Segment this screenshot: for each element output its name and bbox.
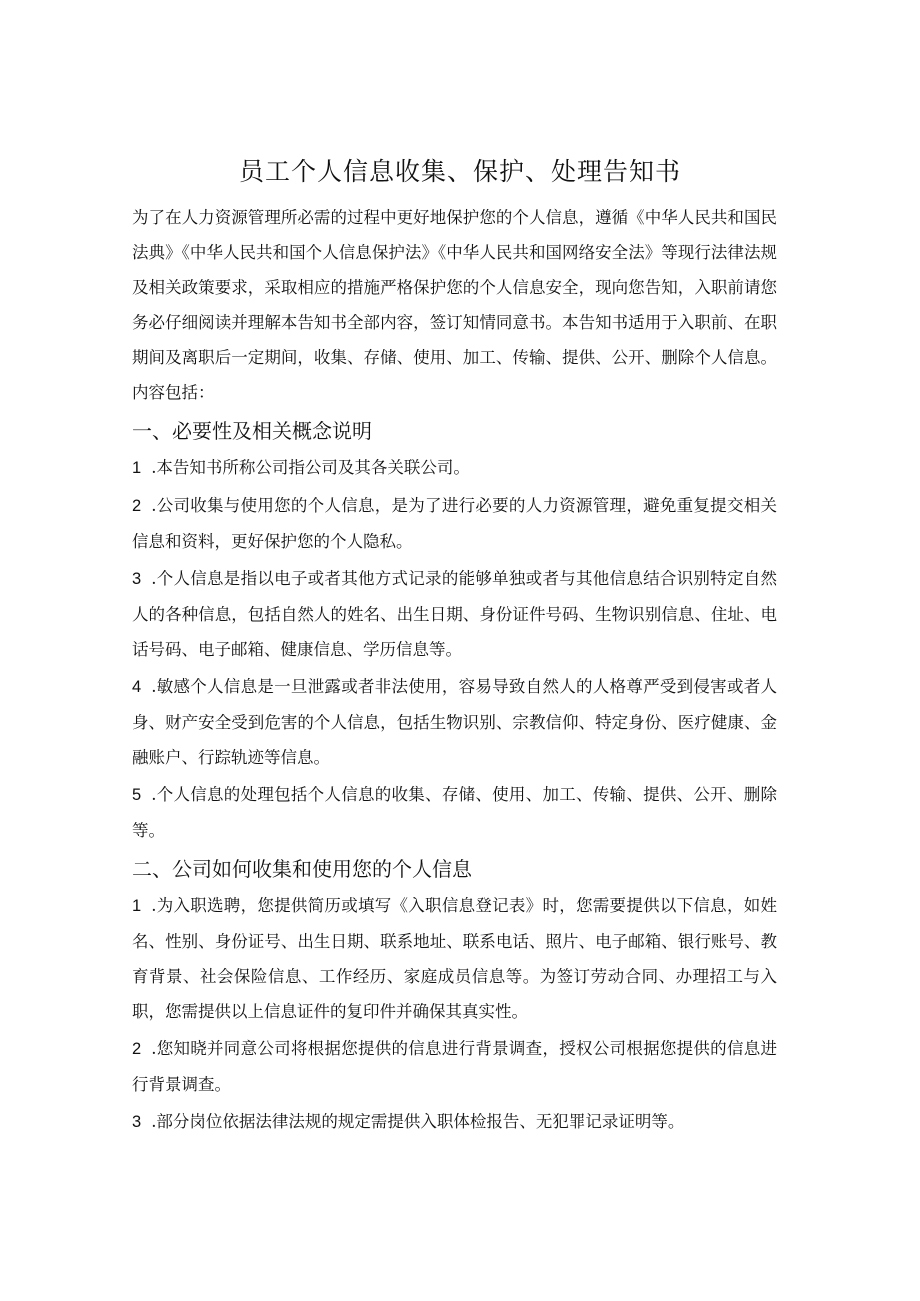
item-number: 5 xyxy=(132,786,142,804)
section-heading: 二、公司如何收集和使用您的个人信息 xyxy=(132,857,472,881)
item-number: 2 xyxy=(132,497,142,515)
list-item xyxy=(132,450,777,486)
item-number: 3 xyxy=(132,570,142,588)
list-item xyxy=(132,669,777,775)
item-text: .个人信息的处理包括个人信息的收集、存储、使用、加工、传输、提供、公开、删除等。 xyxy=(132,785,777,840)
item-number: 3 xyxy=(132,1113,142,1131)
section-heading: 一、必要性及相关概念说明 xyxy=(132,419,372,443)
item-number: 1 xyxy=(132,459,142,477)
document-body xyxy=(132,200,777,1142)
list-item xyxy=(132,777,777,848)
list-item xyxy=(132,1104,777,1140)
item-number: 4 xyxy=(132,678,142,696)
document-title: 员工个人信息收集、保护、处理告知书 xyxy=(238,157,681,186)
item-number: 2 xyxy=(132,1040,142,1058)
item-number: 1 xyxy=(132,897,142,915)
list-item xyxy=(132,1031,777,1102)
item-text: .敏感个人信息是一旦泄露或者非法使用，容易导致自然人的人格尊严受到侵害或者人身、财产安全受到危害的个人信息，包括生物识别、宗教信仰、特定身份、医疗健康、金融账户、行踪轨迹等信息。 xyxy=(132,677,777,767)
list-item xyxy=(132,488,777,559)
item-text: .您知晓并同意公司将根据您提供的信息进行背景调查，授权公司根据您提供的信息进行背景调查。 xyxy=(132,1039,777,1094)
item-text: .本告知书所称公司指公司及其各关联公司。 xyxy=(151,458,470,477)
list-item xyxy=(132,888,777,1029)
item-text: .个人信息是指以电子或者其他方式记录的能够单独或者与其他信息结合识别特定自然人的各种信息，包括自然人的姓名、出生日期、身份证件号码、生物识别信息、住址、电话号码、电子邮箱、健康信息、学历信息等。 xyxy=(132,569,777,659)
item-text: .部分岗位依据法律法规的规定需提供入职体检报告、无犯罪记录证明等。 xyxy=(151,1112,685,1131)
list-item xyxy=(132,561,777,667)
intro-paragraph: 为了在人力资源管理所必需的过程中更好地保护您的个人信息，遵循《中华人民共和国民法典》《中华人民共和国个人信息保护法》《中华人民共和国网络安全法》等现行法律法规及相关政策要求，采取相应的措施严格保护您的个人信息安全，现向您告知，入职前请您务必仔细阅读并理解本告知书全部内容，签订知情同意书。本告知书适用于入职前、在职期间及离职后一定期间，收集、存储、使用、加工、传输、提供、公开、删除个人信息。内容包括： xyxy=(132,208,777,402)
item-text: .为入职选聘，您提供简历或填写《入职信息登记表》时，您需要提供以下信息，如姓名、性别、身份证号、出生日期、联系地址、联系电话、照片、电子邮箱、银行账号、教育背景、社会保险信息、工作经历、家庭成员信息等。为签订劳动合同、办理招工与入职，您需提供以上信息证件的复印件并确保其真实性。 xyxy=(132,896,777,1021)
item-text: .公司收集与使用您的个人信息，是为了进行必要的人力资源管理，避免重复提交相关信息和资料，更好保护您的个人隐私。 xyxy=(132,496,777,551)
